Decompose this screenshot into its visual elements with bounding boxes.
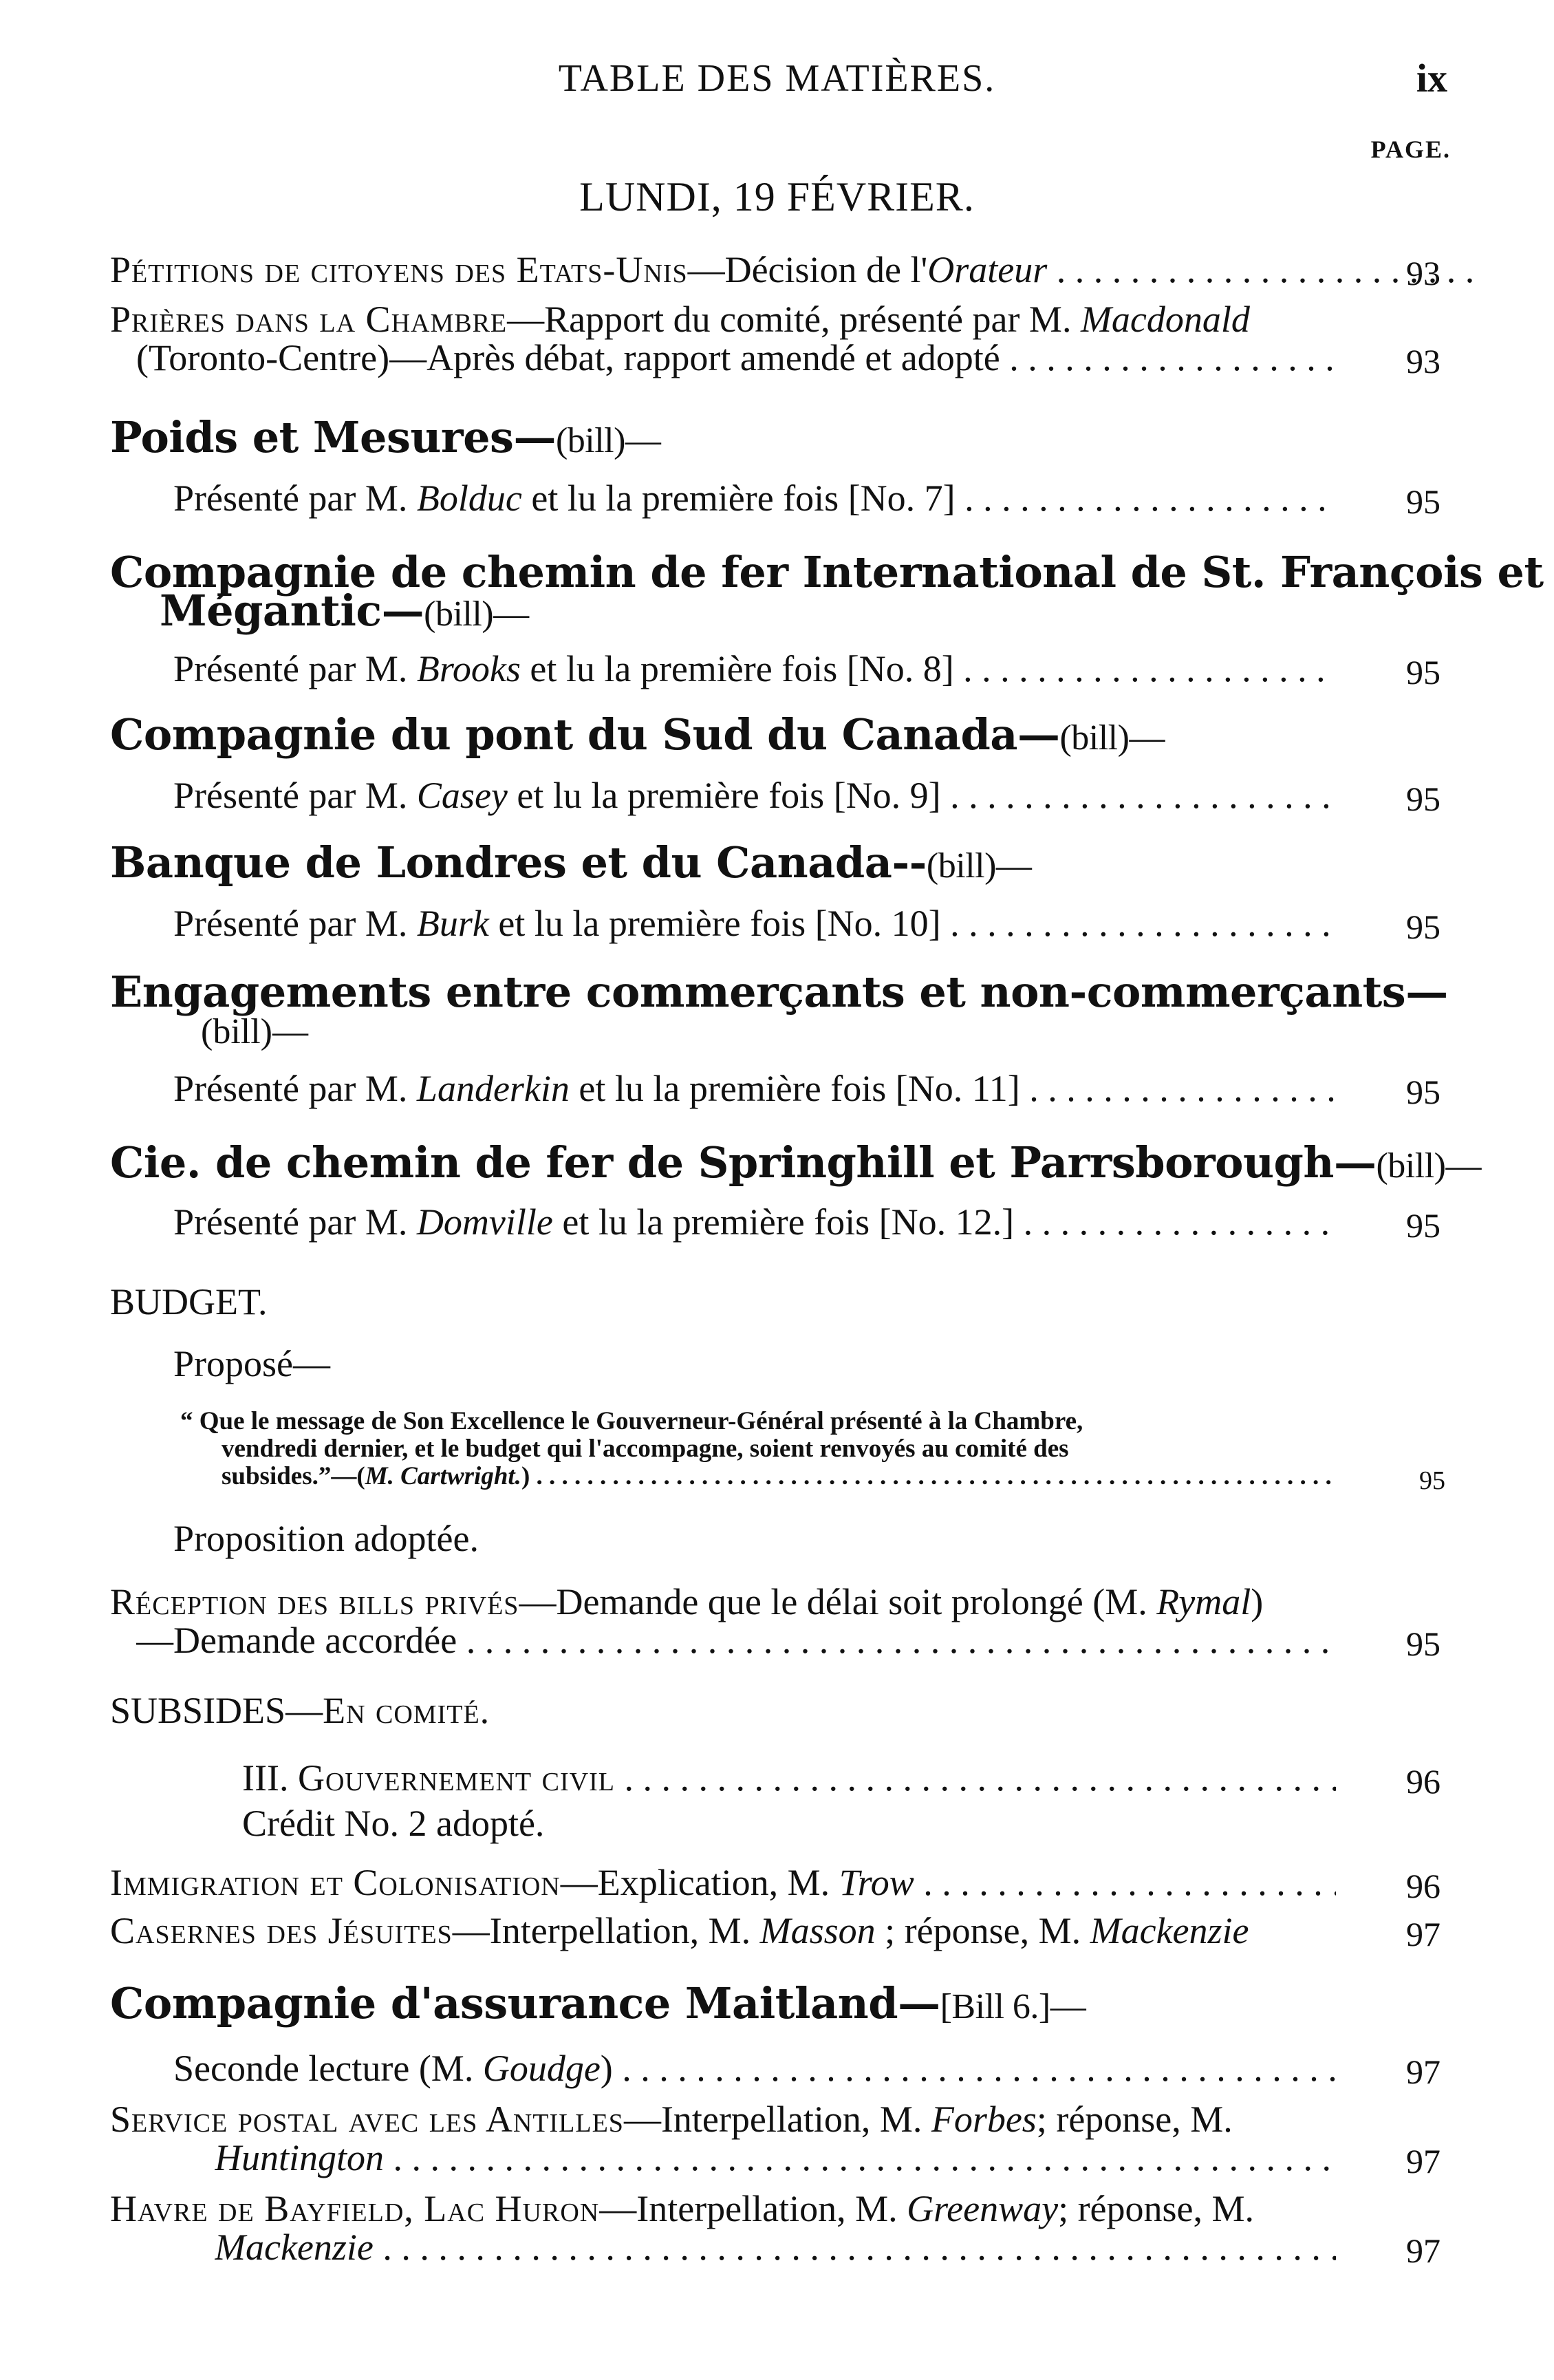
leader-dots <box>530 1463 1336 1490</box>
entry-person: Huntington <box>215 2137 385 2178</box>
entry-person: Orateur <box>927 249 1048 290</box>
quote-line: “ Que le message de Son Excellence le Gouverneur-Général présenté à la Chambre, <box>180 1407 1083 1435</box>
entry-person: Mackenzie <box>1090 1910 1249 1951</box>
entry-text: Présenté par M. <box>173 1201 417 1243</box>
running-title: TABLE DES MATIÈRES. <box>558 57 996 100</box>
entry-page-number: 95 <box>1406 1206 1440 1245</box>
toc-entry <box>110 299 1250 340</box>
bill-subentry <box>173 2048 1336 2089</box>
leader-dots <box>613 2048 1336 2089</box>
page-number: ix <box>1416 56 1447 100</box>
entry-person: Domville <box>416 1201 553 1243</box>
toc-entry-continuation <box>215 2227 1336 2268</box>
leader-dots <box>954 648 1336 689</box>
quote-line: vendredi dernier, et le budget qui l'accompagne, soient renvoyés au comité des <box>222 1435 1069 1463</box>
entry-person: Forbes <box>931 2099 1037 2140</box>
entry-person: Bolduc <box>416 478 522 519</box>
entry-page-number: 95 <box>1419 1466 1445 1495</box>
entry-text: (Toronto-Centre)—Après débat, rapport amendé et adopté <box>136 337 1000 378</box>
entry-title: Réception des bills privés <box>110 1581 519 1622</box>
toc-entry <box>110 2099 1233 2140</box>
entry-title: Havre de Bayfield, Lac Huron <box>110 2188 600 2229</box>
bill-label: (bill)— <box>1059 718 1165 758</box>
leader-dots <box>384 2137 1336 2178</box>
entry-page-number: 95 <box>1406 1073 1440 1111</box>
entry-page-number: 95 <box>1406 908 1440 946</box>
bill-label: (bill)— <box>424 594 529 634</box>
budget-proposed: Proposé— <box>173 1343 330 1384</box>
entry-page-number: 95 <box>1406 780 1440 818</box>
bill-subentry <box>173 775 1336 816</box>
entry-title: Immigration et Colonisation <box>110 1862 561 1903</box>
toc-entry <box>110 1581 1263 1622</box>
leader-dots <box>1000 337 1337 378</box>
entry-person: Burk <box>416 903 489 944</box>
toc-entry <box>110 1862 1336 1903</box>
entry-text: ) <box>600 2048 613 2089</box>
entry-text: Présenté par M. <box>173 903 417 944</box>
toc-entry-continuation <box>136 1620 1337 1661</box>
toc-entry <box>110 249 1486 290</box>
entry-page-number: 97 <box>1406 2052 1440 2091</box>
credit-adopted: Crédit No. 2 adopté. <box>242 1803 545 1844</box>
bill-title: Compagnie d'assurance Maitland— <box>110 1978 940 2028</box>
leader-dots <box>1014 1201 1336 1243</box>
entry-title: Casernes des Jésuites <box>110 1910 453 1951</box>
heading-text: En comité. <box>323 1690 490 1731</box>
entry-text: ; réponse, M. <box>1058 2188 1255 2229</box>
entry-page-number: 93 <box>1406 342 1440 380</box>
leader-dots <box>941 775 1336 816</box>
entry-text: —Interpellation, M. <box>452 1910 760 1951</box>
bill-title: Mégantic— <box>160 586 424 636</box>
entry-number: III. <box>242 1757 298 1799</box>
bill-title: Compagnie du pont du Sud du Canada— <box>110 709 1060 760</box>
toc-entry-continuation <box>136 337 1337 378</box>
bill-subentry <box>173 903 1336 944</box>
entry-page-number: 96 <box>1406 1867 1440 1905</box>
entry-text: et lu la première fois [No. 12.] <box>552 1201 1015 1243</box>
toc-entry <box>242 1757 1336 1799</box>
bill-heading <box>110 1137 1481 1188</box>
entry-text: ; réponse, M. <box>1036 2099 1233 2140</box>
entry-person: Goudge <box>482 2048 601 2089</box>
entry-text: —Demande accordée <box>136 1620 457 1661</box>
bill-title: Banque de Londres et du Canada-- <box>110 837 927 888</box>
entry-person: Mackenzie <box>215 2227 374 2268</box>
entry-text: —Demande que le délai soit prolongé (M. <box>519 1581 1157 1622</box>
entry-person: Rymal <box>1156 1581 1251 1622</box>
entry-person: Masson <box>759 1910 876 1951</box>
page-column-label: PAGE. <box>1370 136 1451 163</box>
bill-heading <box>110 837 1032 888</box>
entry-page-number: 95 <box>1406 653 1440 692</box>
leader-dots <box>374 2227 1336 2268</box>
leader-dots <box>956 478 1336 519</box>
entry-text: —Décision de l' <box>687 249 928 290</box>
entry-title: Service postal avec les Antilles <box>110 2099 624 2140</box>
quote-text: ) <box>521 1463 530 1490</box>
entry-page-number: 95 <box>1406 1625 1440 1663</box>
entry-person: Greenway <box>907 2188 1059 2229</box>
entry-text: ) <box>1251 1581 1264 1622</box>
entry-page-number: 97 <box>1406 2142 1440 2180</box>
bill-label: (bill)— <box>201 1012 308 1051</box>
entry-person: M. Cartwright. <box>365 1463 521 1490</box>
bill-label: (bill)— <box>926 846 1032 886</box>
entry-title: Prières dans la Chambre <box>110 299 508 340</box>
entry-page-number: 97 <box>1406 1915 1440 1953</box>
bill-label: (bill)— <box>555 421 661 460</box>
entry-text: —Explication, M. <box>560 1862 839 1903</box>
entry-text: Présenté par M. <box>173 478 417 519</box>
entry-text: Présenté par M. <box>173 1068 417 1109</box>
bill-subentry <box>173 478 1336 519</box>
day-heading: LUNDI, 19 FÉVRIER. <box>579 174 975 219</box>
entry-page-number: 97 <box>1406 2231 1440 2270</box>
leader-dots <box>615 1757 1336 1799</box>
entry-text: Seconde lecture (M. <box>173 2048 483 2089</box>
entry-page-number: 95 <box>1406 482 1440 521</box>
leader-dots <box>457 1620 1337 1661</box>
entry-text: et lu la première fois [No. 9] <box>507 775 941 816</box>
toc-entry-continuation <box>215 2137 1336 2178</box>
bill-label: [Bill 6.]— <box>940 1987 1086 2026</box>
section-heading-budget: BUDGET. <box>110 1281 268 1322</box>
entry-text: —Rapport du comité, présenté par M. <box>507 299 1081 340</box>
entry-person: Brooks <box>416 648 521 689</box>
bill-title: Poids et Mesures— <box>110 412 556 462</box>
entry-text: et lu la première fois [No. 7] <box>521 478 956 519</box>
entry-person: Casey <box>416 775 508 816</box>
entry-text: ; réponse, M. <box>875 1910 1090 1951</box>
bill-subentry <box>173 1068 1336 1109</box>
entry-text: et lu la première fois [No. 8] <box>520 648 954 689</box>
entry-page-number: 93 <box>1406 254 1440 292</box>
leader-dots <box>1020 1068 1336 1109</box>
quote-line <box>222 1463 1336 1490</box>
quote-text: subsides.”—( <box>222 1463 365 1490</box>
entry-text: —Interpellation, M. <box>623 2099 931 2140</box>
bill-heading <box>110 709 1165 760</box>
bill-subentry <box>173 1201 1336 1243</box>
entry-text: —Interpellation, M. <box>599 2188 907 2229</box>
bill-heading <box>110 1978 1086 2029</box>
bill-heading-continuation <box>160 586 529 636</box>
bill-heading <box>110 967 1448 1017</box>
entry-person: Macdonald <box>1080 299 1250 340</box>
bill-label: (bill)— <box>1376 1146 1481 1186</box>
toc-entry <box>110 2188 1254 2229</box>
bill-heading <box>110 412 661 463</box>
entry-text: et lu la première fois [No. 10] <box>488 903 941 944</box>
toc-entry <box>110 1910 1249 1951</box>
leader-dots <box>914 1862 1336 1903</box>
entry-text: Présenté par M. <box>173 648 417 689</box>
leader-dots <box>941 903 1336 944</box>
budget-adopted: Proposition adoptée. <box>173 1518 479 1559</box>
entry-text: Présenté par M. <box>173 775 417 816</box>
entry-person: Landerkin <box>416 1068 570 1109</box>
entry-page-number: 96 <box>1406 1762 1440 1801</box>
entry-text: et lu la première fois [No. 11] <box>569 1068 1020 1109</box>
section-heading-subsides <box>110 1690 490 1731</box>
bill-title: Compagnie de chemin de fer International de St. François et <box>110 547 1544 597</box>
entry-title: Gouvernement civil <box>297 1757 615 1799</box>
entry-person: Trow <box>839 1862 914 1903</box>
bill-title: Engagements entre commerçants et non-commerçants— <box>110 967 1448 1017</box>
bill-subentry <box>173 648 1336 689</box>
heading-text: SUBSIDES— <box>110 1690 323 1731</box>
bill-title: Cie. de chemin de fer de Springhill et Parrsborough— <box>110 1137 1377 1188</box>
entry-title: Pétitions de citoyens des Etats-Unis <box>110 249 688 290</box>
